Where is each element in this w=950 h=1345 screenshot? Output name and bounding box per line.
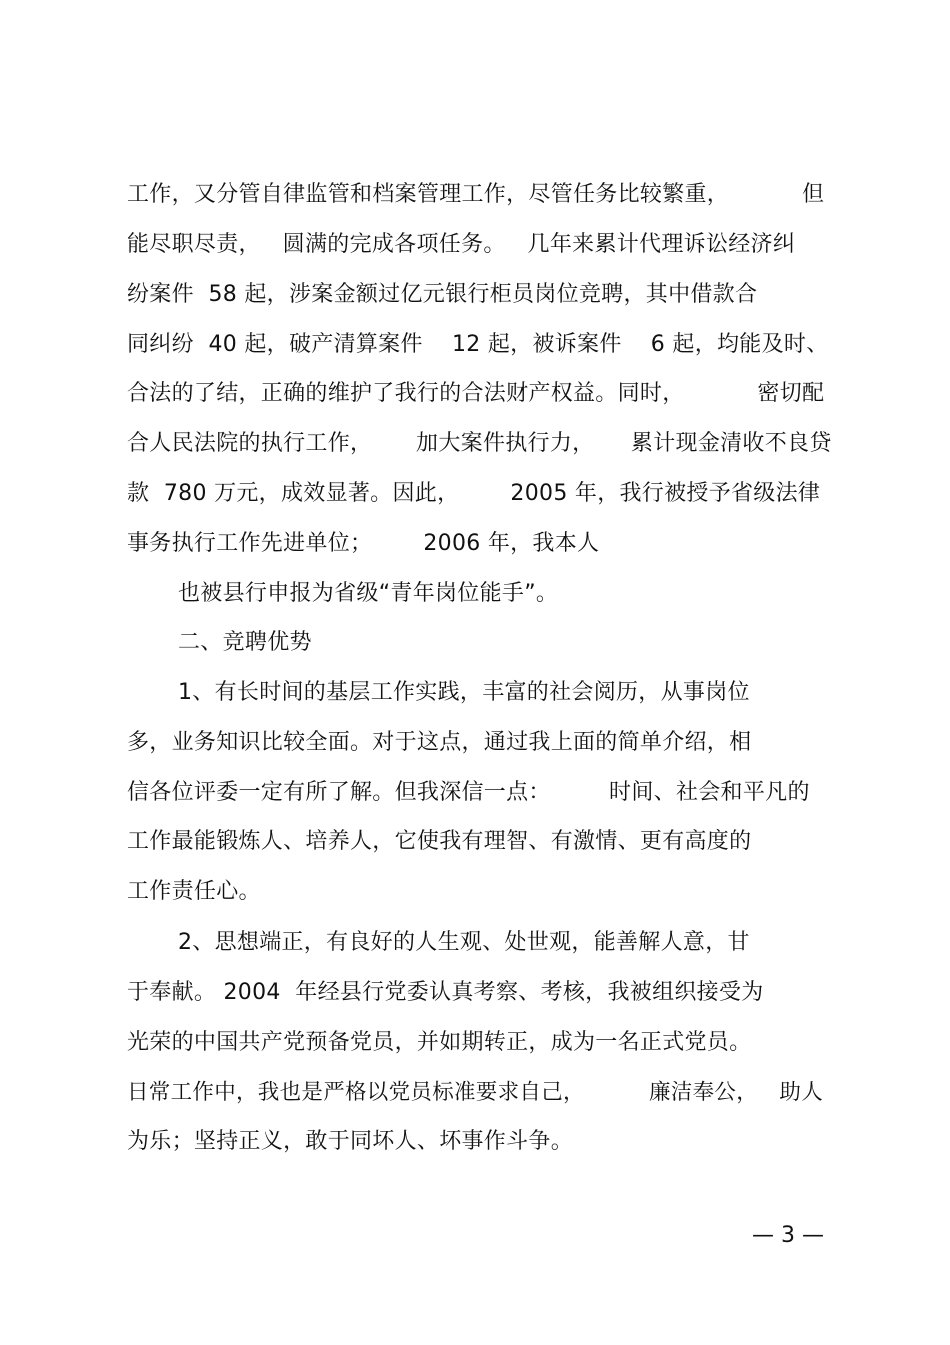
text-line: 纷案件 58 起，涉案金额过亿元银行柜员岗位竞聘，其中借款合 — [127, 282, 758, 307]
text-line: 光荣的中国共产党预备党员，并如期转正，成为一名正式党员。 — [127, 1030, 752, 1055]
text-line: 工作责任心。 — [127, 879, 261, 904]
page-number: — 3 — — [752, 1223, 824, 1248]
section-heading: 二、竞聘优势 — [178, 630, 312, 655]
text-line: 多，业务知识比较全面。对于这点，通过我上面的简单介绍，相 — [127, 730, 752, 755]
text-line: 工作最能锻炼人、培养人，它使我有理智、有激情、更有高度的 — [127, 829, 752, 854]
text-line: 能尽职尽责， 圆满的完成各项任务。 几年来累计代理诉讼经济纠 — [127, 232, 796, 257]
text-line: 事务执行工作先进单位； 2006 年，我本人 — [127, 531, 600, 556]
text-line: 也被县行申报为省级“青年岗位能手”。 — [178, 581, 559, 606]
text-line: 1、有长时间的基层工作实践，丰富的社会阅历，从事岗位 — [178, 680, 750, 705]
text-line: 于奉献。 2004 年经县行党委认真考察、考核，我被组织接受为 — [127, 980, 764, 1005]
text-line: 为乐；坚持正义，敢于同坏人、坏事作斗争。 — [127, 1129, 574, 1154]
text-line: 信各位评委一定有所了解。但我深信一点： 时间、社会和平凡的 — [127, 780, 810, 805]
text-line: 工作，又分管自律监管和档案管理工作，尽管任务比较繁重， 但 — [127, 182, 825, 207]
text-line: 2、思想端正，有良好的人生观、处世观，能善解人意，甘 — [178, 930, 750, 955]
text-line: 日常工作中，我也是严格以党员标准要求自己， 廉洁奉公， 助人 — [127, 1080, 824, 1105]
text-line: 同纠纷 40 起，破产清算案件 12 起，被诉案件 6 起，均能及时、 — [127, 332, 829, 357]
text-line: 合人民法院的执行工作， 加大案件执行力， 累计现金清收不良贷 — [127, 431, 832, 456]
text-line: 款 780 万元，成效显著。因此， 2005 年，我行被授予省级法律 — [127, 481, 821, 506]
text-line: 合法的了结，正确的维护了我行的合法财产权益。同时， 密切配 — [127, 381, 825, 406]
